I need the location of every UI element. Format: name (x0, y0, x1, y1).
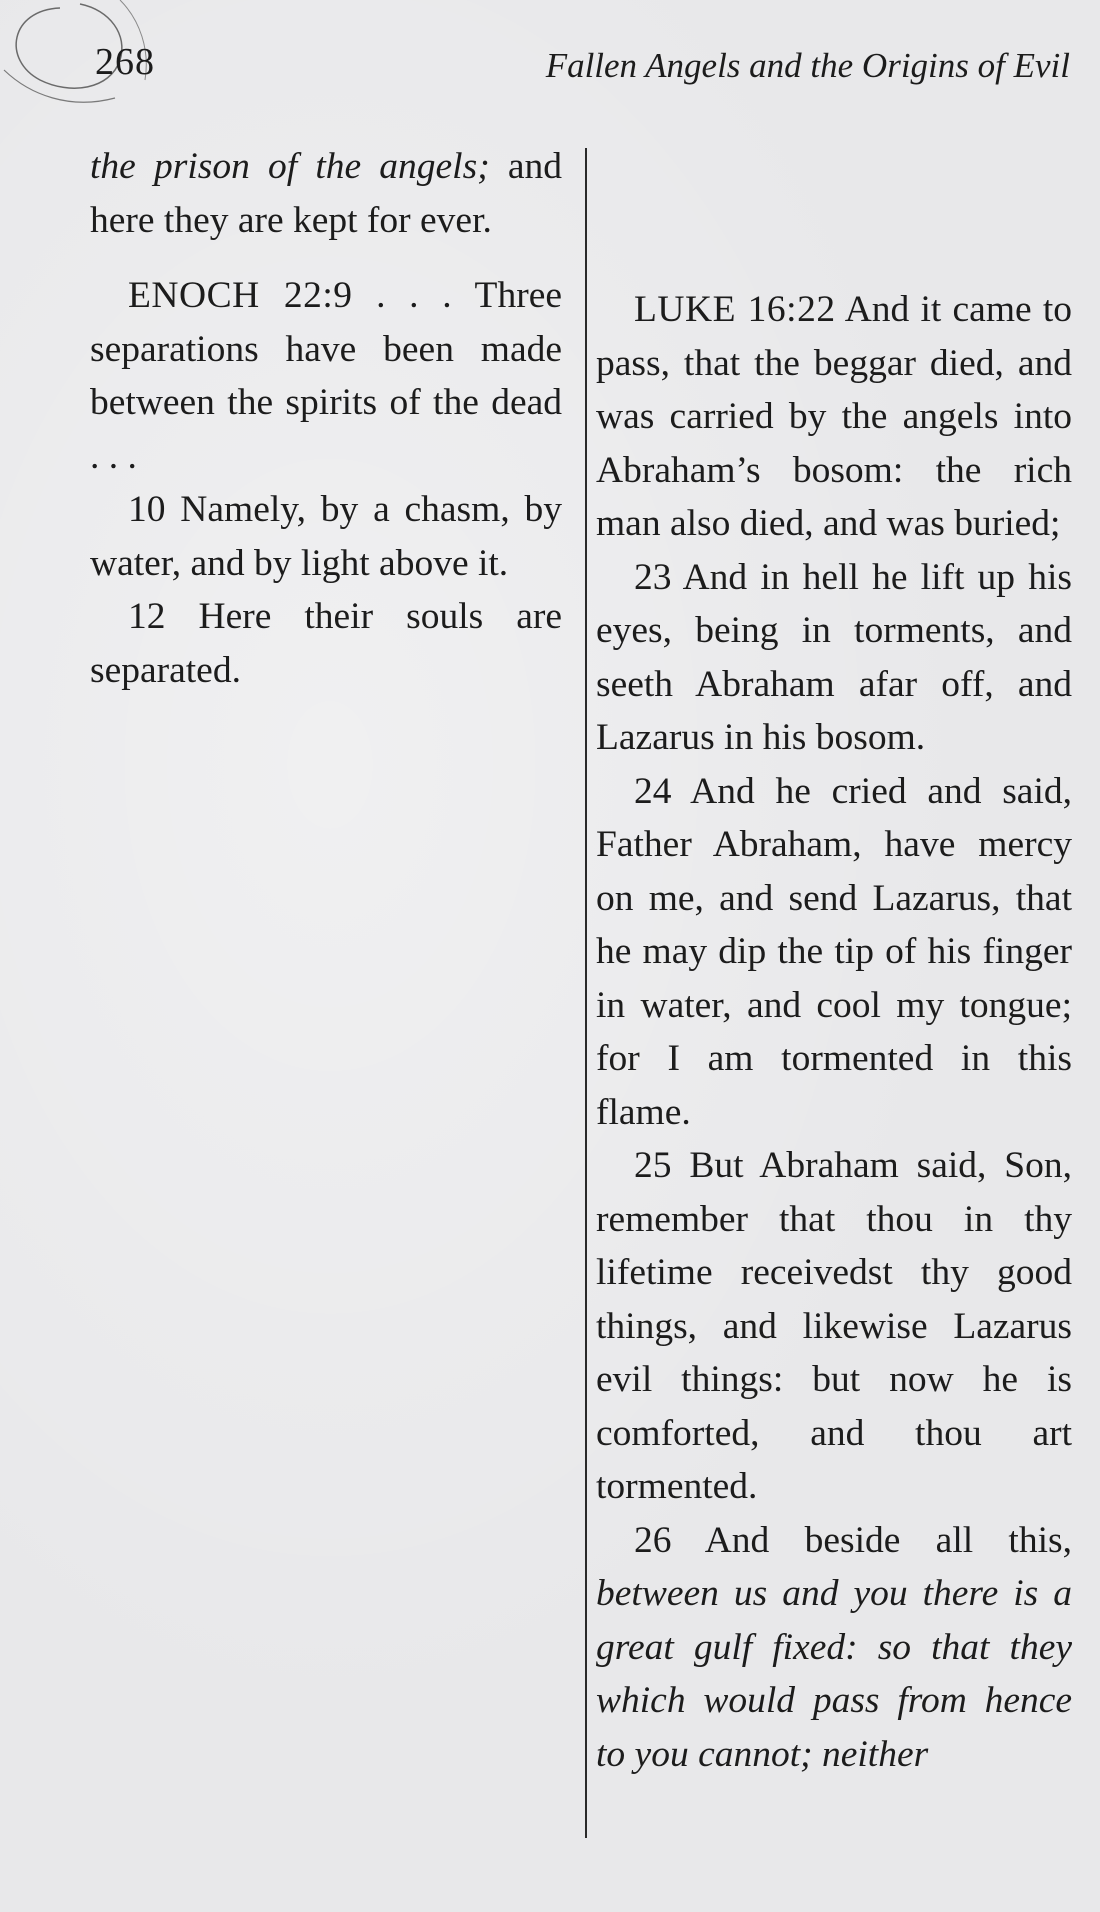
right-column-luke (596, 140, 1072, 1781)
luke-verse-22 (596, 283, 1072, 551)
luke-verse-22-text: And it came to pass, that the beggar died, and was carried by the angels into Abraham’s bosom: the rich man also died, and was buried; (596, 289, 1072, 544)
column-divider (585, 148, 587, 1838)
carryover-text: and here they are kept for ever. (90, 146, 562, 241)
enoch-verse-9 (90, 269, 562, 483)
carryover-paragraph (90, 140, 562, 247)
luke-verse-24: 24 And he cried and said, Father Abraham, have mercy on me, and send Lazarus, that he may dip the tip of his finger in water, and cool my tongue; for I am tormented in this flame. (596, 770, 1072, 1133)
page-header (95, 40, 1070, 100)
enoch-reference: ENOCH 22:9 (128, 275, 353, 316)
luke-verse-25: 25 But Abraham said, Son, remember that thou in thy lifetime receivedst thy good things, and likewise Lazarus evil things: but now he is comforted, and thou art tormented. (596, 1145, 1072, 1507)
enoch-verse-12: 12 Here their souls are separated. (90, 596, 562, 691)
left-column-enoch (90, 140, 562, 697)
luke-verse-26-text: 26 And beside all this, (634, 1519, 1072, 1561)
luke-verse-23: 23 And in hell he lift up his eyes, being in torments, and seeth Abraham afar off, and Lazarus in his bosom. (596, 556, 1072, 758)
luke-verse-26-italic: between us and you there is a great gulf fixed: so that they which would pass from hence to you cannot; neither (596, 1573, 1072, 1775)
page-number: 268 (95, 41, 155, 83)
luke-verse-26 (596, 1514, 1072, 1782)
enoch-verse-9-text: . . . Three separations have been made between the spirits of the dead . . . (90, 275, 562, 477)
luke-reference: LUKE 16:22 (634, 289, 836, 330)
enoch-verse-10: 10 Namely, by a chasm, by water, and by light above it. (90, 489, 562, 584)
running-title: Fallen Angels and the Origins of Evil (545, 46, 1070, 85)
carryover-italic: the prison of the angels; (90, 146, 490, 187)
